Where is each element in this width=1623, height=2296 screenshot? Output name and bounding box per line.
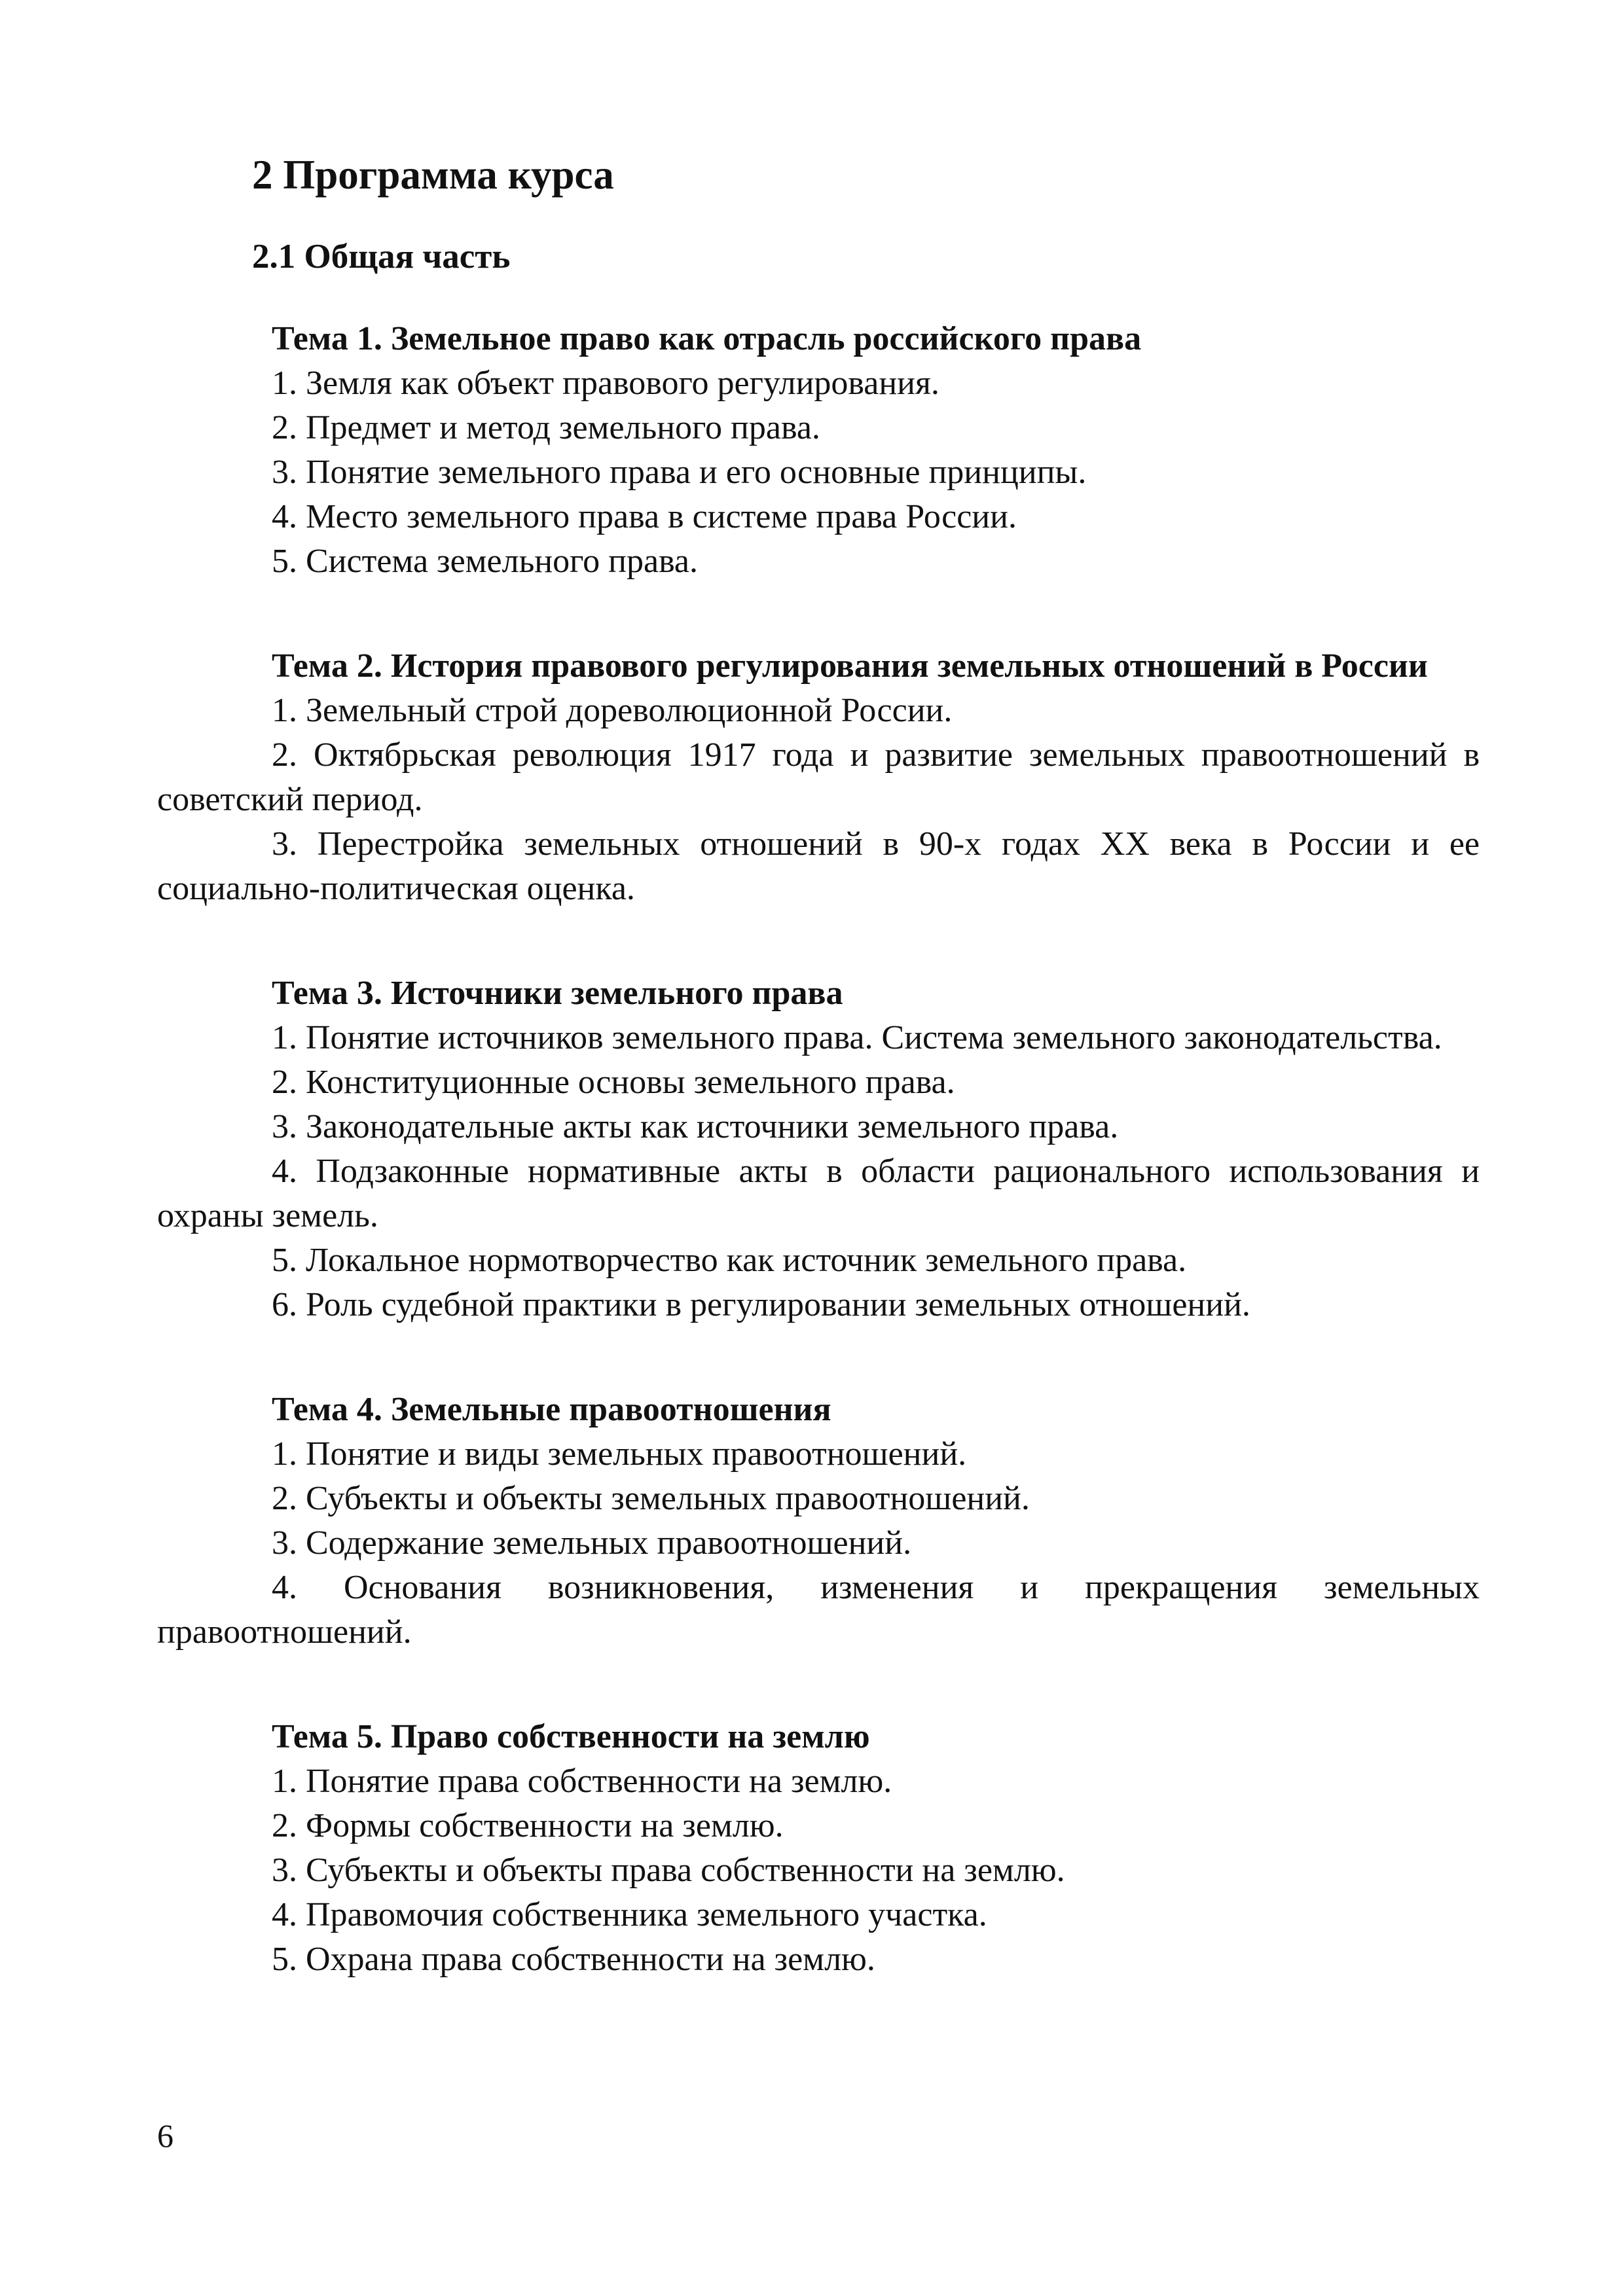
topic-item: 5. Система земельного права.: [272, 543, 699, 581]
section-title: 2.1 Общая часть: [252, 237, 511, 276]
topic-item: 1. Земельный строй дореволюционной России.: [272, 692, 953, 730]
topic-item: 2. Октябрьская революция 1917 года и развитие земельных правоотношений в советский период.: [157, 736, 1480, 819]
topic-item: 1. Земля как объект правового регулирования.: [272, 365, 939, 403]
topic-3: [157, 971, 1480, 1327]
topic-2: [157, 644, 1480, 911]
topic-title: Тема 4. Земельные правоотношения: [272, 1391, 831, 1429]
chapter-title: 2 Программа курса: [252, 152, 614, 198]
topic-item: 4. Подзаконные нормативные акты в области рационального использования и охраны земель.: [157, 1153, 1480, 1235]
topic-item: 3. Субъекты и объекты права собственности на землю.: [272, 1852, 1065, 1890]
topic-item: 4. Основания возникновения, изменения и прекращения земельных правоотношений.: [157, 1569, 1480, 1651]
page-number: 6: [157, 2117, 173, 2154]
topic-item: 6. Роль судебной практики в регулировании земельных отношений.: [272, 1286, 1250, 1324]
topic-item: 1. Понятие источников земельного права. Система земельного законодательства.: [272, 1019, 1442, 1057]
topic-4: [157, 1388, 1480, 1655]
topic-item: 1. Понятие права собственности на землю.: [272, 1763, 892, 1801]
topic-item: 3. Содержание земельных правоотношений.: [272, 1524, 912, 1562]
topic-item: 3. Перестройка земельных отношений в 90-х годах XX века в России и ее социально-политическая оценка.: [157, 825, 1480, 908]
topic-item: 2. Предмет и метод земельного права.: [272, 409, 820, 447]
topic-title: Тема 1. Земельное право как отрасль российского права: [272, 320, 1142, 358]
topic-item: 3. Понятие земельного права и его основные принципы.: [272, 454, 1087, 492]
topic-item: 2. Формы собственности на землю.: [272, 1807, 784, 1845]
topic-item: 2. Субъекты и объекты земельных правоотношений.: [272, 1480, 1030, 1518]
topic-item: 5. Локальное нормотворчество как источник земельного права.: [272, 1242, 1187, 1280]
page-content: [157, 151, 1480, 2042]
topic-title: Тема 5. Право собственности на землю: [272, 1718, 870, 1756]
topic-1: [157, 317, 1480, 584]
topic-item: 2. Конституционные основы земельного права.: [272, 1064, 955, 1102]
topic-item: 3. Законодательные акты как источники земельного права.: [272, 1108, 1119, 1146]
topic-item: 1. Понятие и виды земельных правоотношений.: [272, 1435, 967, 1473]
topic-5: [157, 1715, 1480, 1982]
topic-title: Тема 3. Источники земельного права: [272, 975, 843, 1013]
topic-title: Тема 2. История правового регулирования земельных отношений в России: [272, 647, 1428, 685]
topic-item: 4. Место земельного права в системе права России.: [272, 498, 1017, 536]
topic-item: 4. Правомочия собственника земельного участка.: [272, 1896, 987, 1934]
topic-item: 5. Охрана права собственности на землю.: [272, 1941, 875, 1979]
